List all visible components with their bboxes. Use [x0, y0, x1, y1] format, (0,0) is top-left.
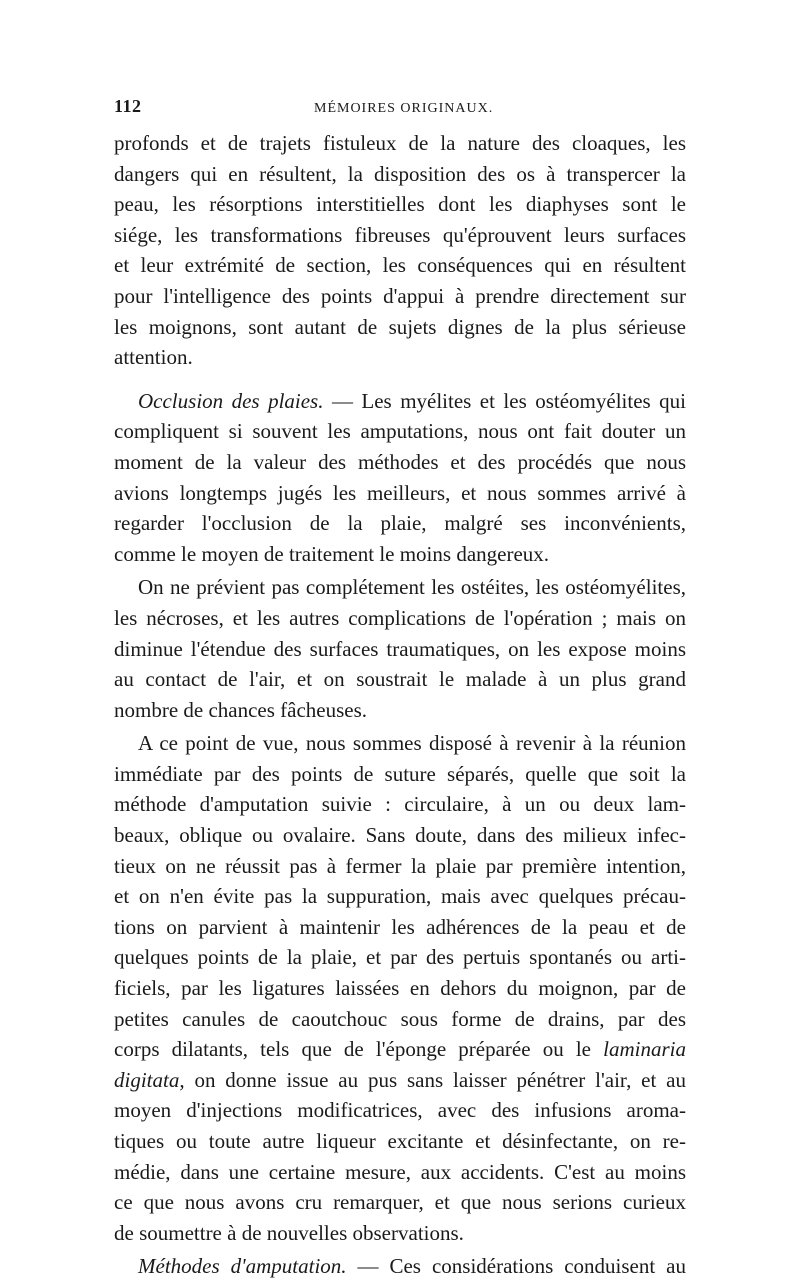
text-span: on donne issue au pus sans laisser pénétrer l'air, et au [184, 1067, 686, 1092]
paragraph-1 [114, 128, 686, 373]
text-line [114, 1065, 686, 1096]
text-span: — Les myélites et les ostéomyélites qui [323, 388, 686, 413]
text-line: diminue l'étendue des surfaces traumatiques, on les expose moins [114, 636, 686, 661]
text-line: médie, dans une certaine mesure, aux accidents. C'est au moins [114, 1159, 686, 1184]
text-line: ficiels, par les ligatures laissées en dehors du moignon, par de [114, 976, 686, 1001]
text-line: tiques ou toute autre liqueur excitante et désinfectante, on re- [114, 1129, 686, 1153]
text-line: dangers qui en résultent, la disposition des os à transpercer la [114, 161, 686, 186]
text-line: au contact de l'air, et on soustrait le malade à un plus grand [114, 667, 686, 692]
text-line: quelques points de la plaie, et par des pertuis spontanés ou arti- [114, 945, 686, 970]
text-line: de soumettre à de nouvelles observations. [114, 1220, 464, 1245]
text-line [114, 1251, 686, 1282]
text-line: et leur extrémité de section, les conséquences qui en résultent [114, 253, 686, 278]
running-head: MÉMOIRES ORIGINAUX. [314, 101, 494, 116]
latin-term: laminaria [603, 1037, 686, 1062]
text-line: les moignons, sont autant de sujets dignes de la plus sérieuse [114, 314, 686, 339]
page-number: 112 [114, 96, 142, 116]
text-line: compliquent si souvent les amputations, nous ont fait douter un [114, 419, 686, 444]
section-title: Méthodes d'amputation. [138, 1254, 347, 1279]
text-line: ce que nous avons cru remarquer, et que nous serions curieux [114, 1190, 686, 1215]
text-line: beaux, oblique ou ovalaire. Sans doute, dans des milieux infec- [114, 823, 686, 848]
paragraph-3 [114, 572, 686, 725]
text-span: corps dilatants, tels que de l'éponge préparée ou le [114, 1037, 604, 1062]
text-line: pour l'intelligence des points d'appui à prendre directement sur [114, 283, 686, 308]
text-line: comme le moyen de traitement le moins dangereux. [114, 541, 550, 566]
text-line: les nécroses, et les autres complications de l'opération ; mais on [114, 605, 686, 630]
text-line: nombre de chances fâcheuses. [114, 697, 368, 722]
text-line: avions longtemps jugés les meilleurs, et nous sommes arrivé à [114, 480, 686, 505]
text-line: et on n'en évite pas la suppuration, mais avec quelques précau- [114, 884, 686, 909]
text-span: — Ces considérations conduisent au [346, 1254, 686, 1279]
paragraph-methodes [114, 1251, 686, 1282]
text-line: profonds et de trajets fistuleux de la nature des cloaques, les [114, 131, 686, 155]
text-line: petites canules de caoutchouc sous forme de drains, par des [114, 1006, 686, 1031]
text-line: méthode d'amputation suivie : circulaire, à un ou deux lam- [114, 792, 686, 817]
paragraph-4 [114, 728, 686, 1248]
text-line: siége, les transformations fibreuses qu'éprouvent leurs surfaces [114, 222, 686, 247]
text-line: tions on parvient à maintenir les adhérences de la peau et de [114, 914, 686, 939]
text-line [114, 386, 686, 417]
text-line: moment de la valeur des méthodes et des procédés que nous [114, 449, 686, 474]
text-line: A ce point de vue, nous sommes disposé à revenir à la réunion [138, 731, 686, 756]
page-header [114, 96, 686, 128]
text-line [114, 1034, 686, 1065]
paragraph-occlusion [114, 386, 686, 570]
text-line: tieux on ne réussit pas à fermer la plaie par première intention, [114, 853, 686, 878]
text-line: attention. [114, 345, 193, 370]
text-line: moyen d'injections modificatrices, avec des infusions aroma- [114, 1098, 686, 1123]
text-line: regarder l'occlusion de la plaie, malgré ses inconvénients, [114, 511, 686, 536]
page [114, 96, 686, 1282]
text-line: immédiate par des points de suture séparés, quelle que soit la [114, 761, 686, 786]
text-line: On ne prévient pas complétement les ostéites, les ostéomyélites, [138, 575, 686, 600]
section-title: Occlusion des plaies. [138, 388, 324, 413]
latin-term: digitata, [114, 1067, 185, 1092]
text-line: peau, les résorptions interstitielles dont les diaphyses sont le [114, 192, 686, 217]
